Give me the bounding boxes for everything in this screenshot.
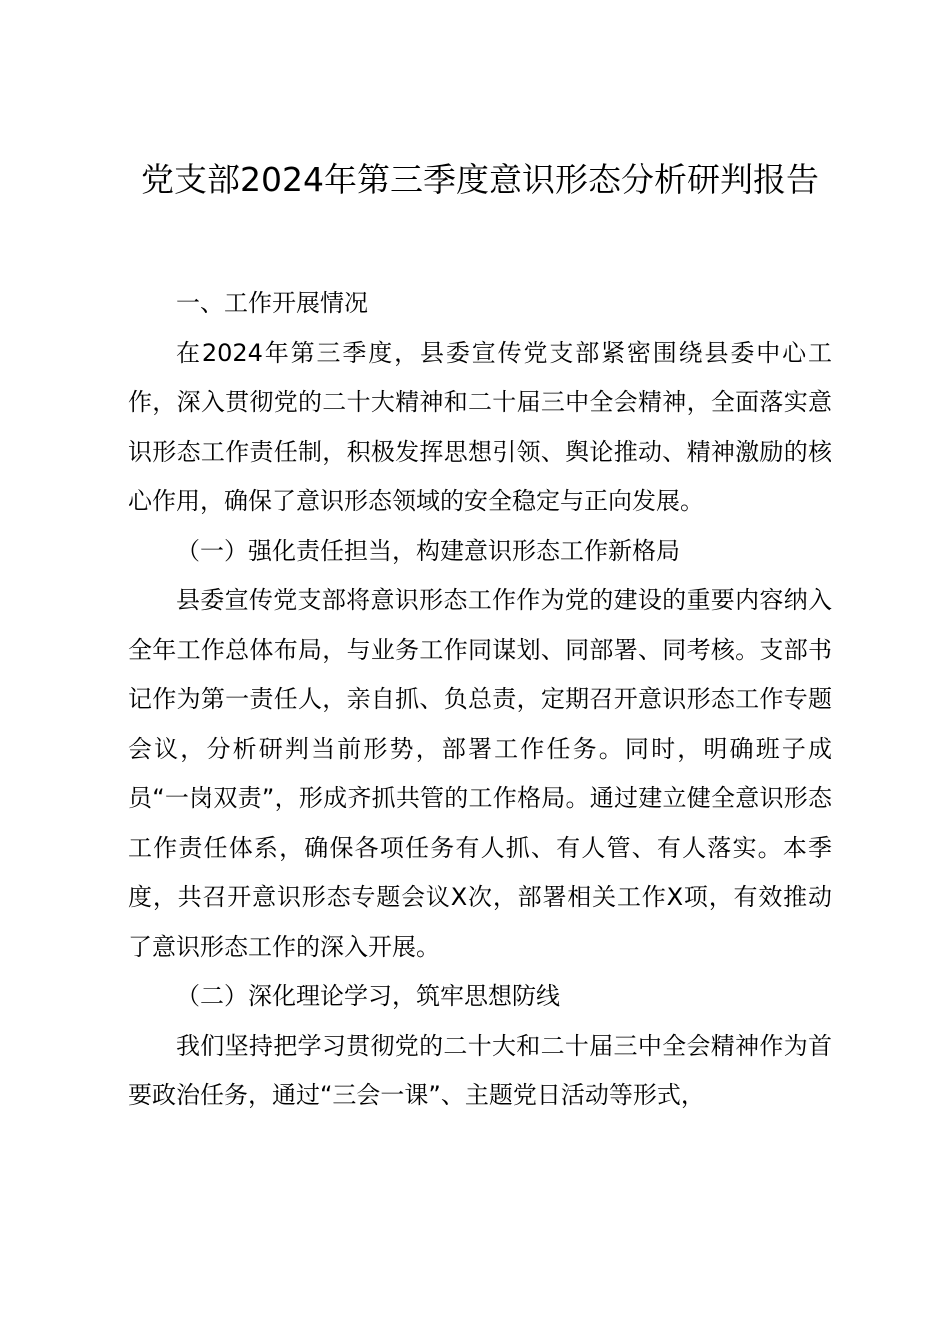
section-heading-work-overview: 一、工作开展情况 bbox=[176, 289, 368, 317]
document-title: 党支部2024年第三季度意识形态分析研判报告 bbox=[141, 160, 819, 199]
paragraph-theory-study: 我们坚持把学习贯彻党的二十大和二十届三中全会精神作为首要政治任务，通过“三会一课”、主题党日活动等形式， bbox=[128, 1031, 832, 1109]
subsection-heading-responsibility: （一）强化责任担当，构建意识形态工作新格局 bbox=[176, 536, 680, 565]
paragraph-overview: 在2024年第三季度，县委宣传党支部紧密围绕县委中心工作，深入贯彻党的二十大精神和二十届三中全会精神，全面落实意识形态工作责任制，积极发挥思想引领、舆论推动、精神激励的核心作用，确保了意识形态领域的安全稳定与正向发展。 bbox=[128, 338, 832, 515]
document-body bbox=[128, 279, 832, 1121]
paragraph-responsibility: 县委宣传党支部将意识形态工作作为党的建设的重要内容纳入全年工作总体布局，与业务工作同谋划、同部署、同考核。支部书记作为第一责任人，亲自抓、负总责，定期召开意识形态工作专题会议，分析研判当前形势，部署工作任务。同时，明确班子成员“一岗双责”，形成齐抓共管的工作格局。通过建立健全意识形态工作责任体系，确保各项任务有人抓、有人管、有人落实。本季度，共召开意识形态专题会议X次，部署相关工作X项，有效推动了意识形态工作的深入开展。 bbox=[128, 586, 832, 961]
subsection-heading-theory-study: （二）深化理论学习，筑牢思想防线 bbox=[176, 982, 560, 1010]
